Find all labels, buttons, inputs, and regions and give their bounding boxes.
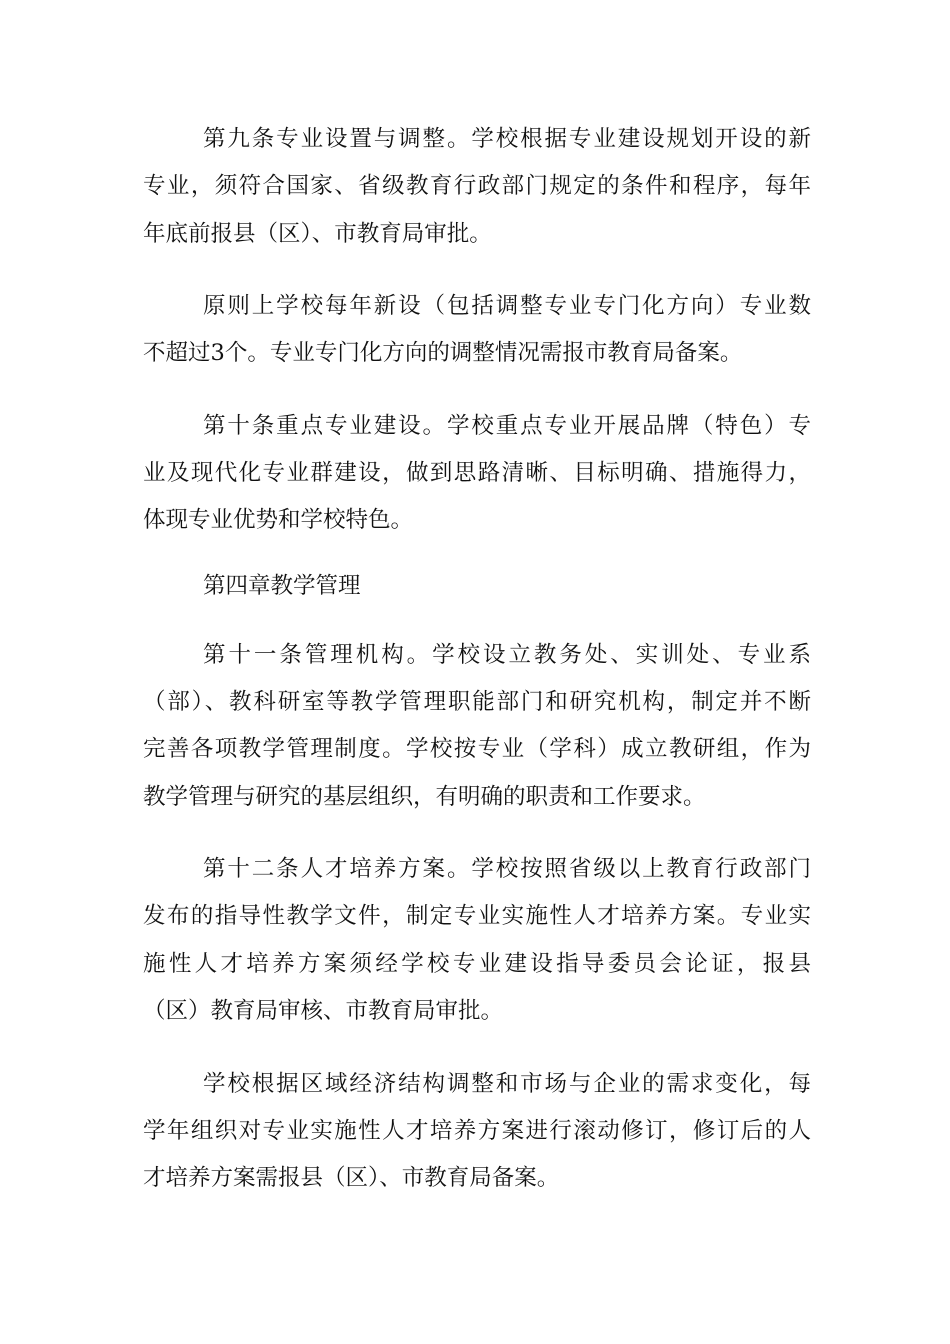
text-line: 原则上学校每年新设（包括调整专业专门化方向）专业数 [203, 293, 811, 319]
text-line: 发布的指导性教学文件，制定专业实施性人才培养方案。专业实 [143, 903, 811, 929]
text-line: 第十一条管理机构。学校设立教务处、实训处、专业系 [203, 642, 811, 668]
text-line: 教学管理与研究的基层组织，有明确的职责和工作要求。 [143, 784, 706, 810]
text-line: 专业，须符合国家、省级教育行政部门规定的条件和程序，每年 [143, 173, 811, 199]
text-line: 第十条重点专业建设。学校重点专业开展品牌（特色）专 [203, 413, 811, 439]
text-line: 学年组织对专业实施性人才培养方案进行滚动修订，修订后的人 [143, 1118, 811, 1144]
text-line: 业及现代化专业群建设，做到思路清晰、目标明确、措施得力， [143, 460, 811, 486]
text-line: 年底前报县（区）、市教育局审批。 [143, 221, 492, 247]
chapter-title: 第四章教学管理 [203, 573, 361, 599]
text-line: （区）教育局审核、市教育局审批。 [143, 998, 504, 1024]
text-line: 学校根据区域经济结构调整和市场与企业的需求变化，每 [203, 1071, 811, 1097]
text-line: 施性人才培养方案须经学校专业建设指导委员会论证，报县 [143, 951, 811, 977]
text-line: 体现专业优势和学校特色。 [143, 507, 414, 533]
text-line: 第九条专业设置与调整。学校根据专业建设规划开设的新 [203, 126, 811, 152]
text-line: 第十二条人才培养方案。学校按照省级以上教育行政部门 [203, 856, 811, 882]
text-line: （部）、教科研室等教学管理职能部门和研究机构，制定并不断 [143, 689, 811, 715]
text-line: 完善各项教学管理制度。学校按专业（学科）成立教研组，作为 [143, 736, 811, 762]
text-line: 才培养方案需报县（区）、市教育局备案。 [143, 1165, 560, 1191]
text-line: 不超过3个。专业专门化方向的调整情况需报市教育局备案。 [143, 340, 743, 366]
